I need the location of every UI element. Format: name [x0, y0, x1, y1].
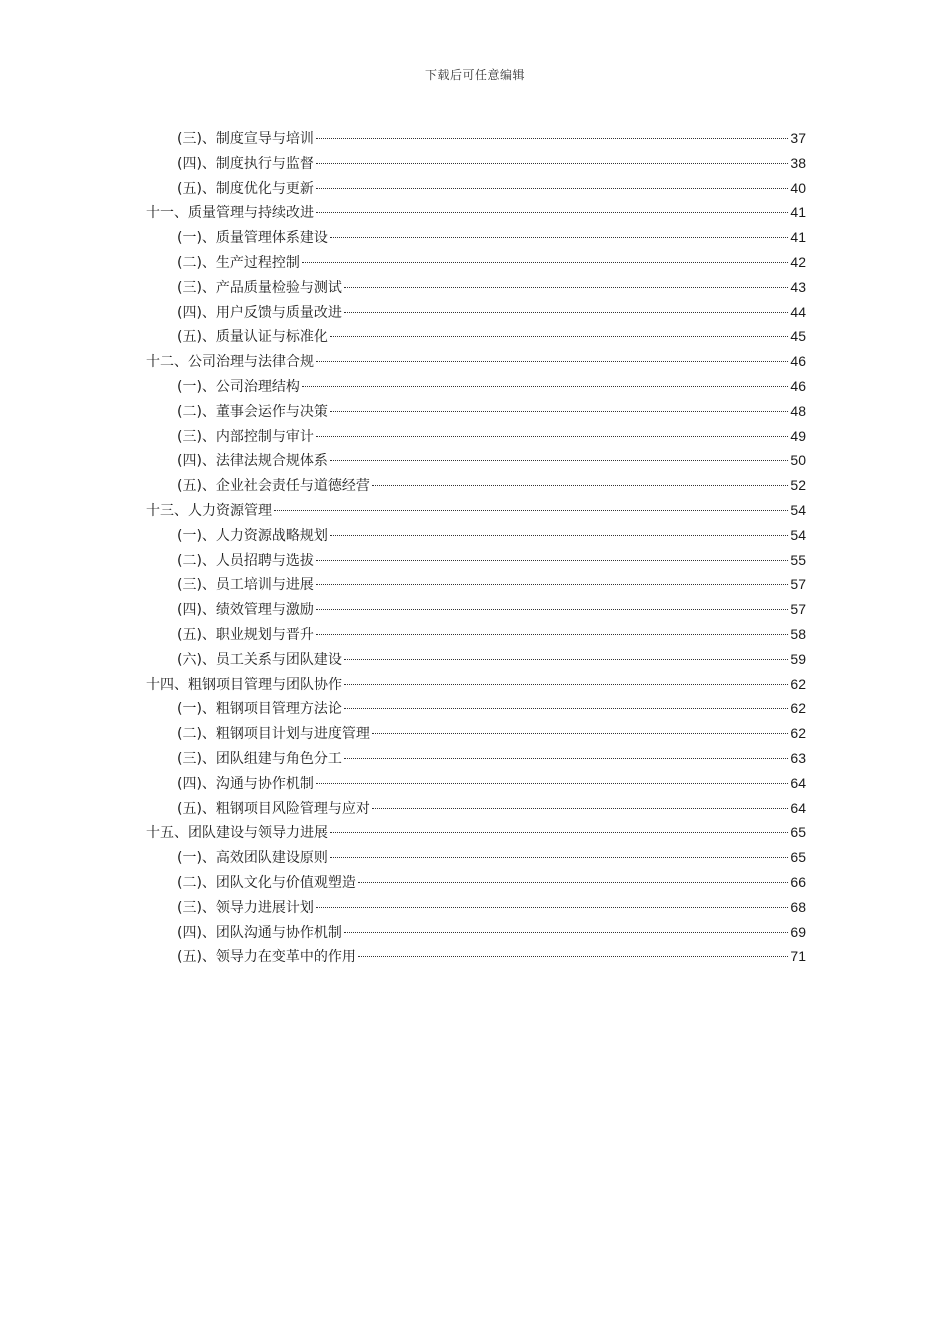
- toc-dot-leader: [330, 460, 788, 461]
- toc-entry-title: (一)、人力资源战略规划: [177, 527, 328, 544]
- toc-entry-page-number: 50: [790, 452, 806, 469]
- toc-entry-title: (五)、制度优化与更新: [177, 180, 314, 197]
- toc-entry-page-number: 57: [790, 601, 806, 618]
- toc-entry-title: (三)、产品质量检验与测试: [177, 279, 342, 296]
- toc-dot-leader: [316, 188, 788, 189]
- toc-dot-leader: [330, 535, 788, 536]
- toc-entry-title: (三)、领导力进展计划: [177, 899, 314, 916]
- toc-dot-leader: [316, 138, 788, 139]
- toc-entry-page-number: 55: [790, 551, 806, 568]
- page-header: 下载后可任意编辑: [424, 68, 525, 82]
- toc-entry-page-number: 65: [790, 849, 806, 866]
- toc-dot-leader: [330, 336, 788, 337]
- toc-entry-title: (五)、职业规划与晋升: [177, 626, 314, 643]
- toc-dot-leader: [330, 237, 788, 238]
- toc-entry-page-number: 45: [790, 328, 806, 345]
- toc-section-entry[interactable]: [146, 920, 806, 945]
- toc-section-entry[interactable]: [146, 870, 806, 895]
- toc-section-entry[interactable]: [146, 275, 806, 300]
- toc-dot-leader: [316, 584, 788, 585]
- toc-entry-title: (一)、粗钢项目管理方法论: [177, 701, 342, 718]
- toc-entry-title: (三)、团队组建与角色分工: [177, 750, 342, 767]
- toc-entry-page-number: 64: [790, 799, 806, 816]
- toc-entry-title: 十二、公司治理与法律合规: [146, 354, 314, 371]
- toc-section-entry[interactable]: [146, 523, 806, 548]
- toc-dot-leader: [316, 560, 788, 561]
- toc-dot-leader: [316, 907, 788, 908]
- toc-entry-page-number: 41: [790, 204, 806, 221]
- toc-entry-title: (一)、高效团队建设原则: [177, 850, 328, 867]
- toc-chapter-entry[interactable]: [146, 672, 806, 697]
- toc-dot-leader: [372, 808, 788, 809]
- toc-chapter-entry[interactable]: [146, 200, 806, 225]
- toc-section-entry[interactable]: [146, 250, 806, 275]
- toc-section-entry[interactable]: [146, 399, 806, 424]
- toc-dot-leader: [330, 832, 788, 833]
- toc-entry-page-number: 69: [790, 923, 806, 940]
- toc-entry-page-number: 52: [790, 477, 806, 494]
- toc-entry-title: (四)、制度执行与监督: [177, 155, 314, 172]
- toc-entry-title: (四)、绩效管理与激励: [177, 602, 314, 619]
- toc-section-entry[interactable]: [146, 796, 806, 821]
- toc-entry-title: 十一、质量管理与持续改进: [146, 205, 314, 222]
- toc-entry-page-number: 62: [790, 725, 806, 742]
- toc-section-entry[interactable]: [146, 473, 806, 498]
- toc-dot-leader: [274, 510, 788, 511]
- toc-entry-page-number: 71: [790, 948, 806, 965]
- toc-section-entry[interactable]: [146, 647, 806, 672]
- toc-section-entry[interactable]: [146, 944, 806, 969]
- toc-dot-leader: [316, 609, 788, 610]
- toc-entry-page-number: 68: [790, 898, 806, 915]
- toc-dot-leader: [344, 708, 788, 709]
- toc-entry-page-number: 40: [790, 179, 806, 196]
- toc-entry-page-number: 41: [790, 229, 806, 246]
- toc-entry-page-number: 46: [790, 377, 806, 394]
- toc-section-entry[interactable]: [146, 448, 806, 473]
- toc-entry-title: 十四、粗钢项目管理与团队协作: [146, 676, 342, 693]
- toc-entry-title: (二)、生产过程控制: [177, 254, 300, 271]
- toc-entry-title: (三)、制度宣导与培训: [177, 131, 314, 147]
- toc-entry-title: (六)、员工关系与团队建设: [177, 651, 342, 668]
- toc-dot-leader: [316, 212, 788, 213]
- toc-dot-leader: [330, 411, 788, 412]
- toc-section-entry[interactable]: [146, 126, 806, 151]
- toc-entry-page-number: 64: [790, 774, 806, 791]
- toc-entry-title: (五)、企业社会责任与道德经营: [177, 478, 370, 495]
- toc-entry-page-number: 46: [790, 353, 806, 370]
- toc-section-entry[interactable]: [146, 225, 806, 250]
- toc-section-entry[interactable]: [146, 771, 806, 796]
- toc-entry-title: (四)、沟通与协作机制: [177, 775, 314, 792]
- toc-entry-title: 十三、人力资源管理: [146, 502, 272, 519]
- toc-entry-title: (四)、法律法规合规体系: [177, 453, 328, 470]
- toc-section-entry[interactable]: [146, 895, 806, 920]
- toc-dot-leader: [344, 659, 788, 660]
- table-of-contents: [146, 126, 806, 969]
- toc-entry-page-number: 58: [790, 625, 806, 642]
- toc-dot-leader: [344, 684, 788, 685]
- toc-section-entry[interactable]: [146, 597, 806, 622]
- toc-section-entry[interactable]: [146, 622, 806, 647]
- toc-dot-leader: [302, 262, 788, 263]
- toc-entry-page-number: 49: [790, 427, 806, 444]
- toc-section-entry[interactable]: [146, 324, 806, 349]
- toc-entry-title: 十五、团队建设与领导力进展: [146, 825, 328, 842]
- toc-entry-title: (五)、质量认证与标准化: [177, 329, 328, 346]
- toc-dot-leader: [302, 386, 788, 387]
- toc-entry-page-number: 57: [790, 576, 806, 593]
- toc-entry-page-number: 63: [790, 749, 806, 766]
- toc-entry-page-number: 59: [790, 650, 806, 667]
- toc-entry-page-number: 48: [790, 402, 806, 419]
- toc-dot-leader: [316, 163, 788, 164]
- toc-entry-title: (四)、团队沟通与协作机制: [177, 924, 342, 941]
- toc-entry-title: (三)、内部控制与审计: [177, 428, 314, 445]
- toc-entry-title: (五)、领导力在变革中的作用: [177, 949, 356, 966]
- toc-entry-page-number: 42: [790, 253, 806, 270]
- toc-dot-leader: [344, 758, 788, 759]
- toc-entry-page-number: 38: [790, 154, 806, 171]
- toc-entry-page-number: 54: [790, 526, 806, 543]
- toc-chapter-entry[interactable]: [146, 820, 806, 845]
- toc-dot-leader: [330, 857, 788, 858]
- toc-entry-page-number: 62: [790, 700, 806, 717]
- toc-section-entry[interactable]: [146, 721, 806, 746]
- toc-entry-title: (二)、粗钢项目计划与进度管理: [177, 726, 370, 743]
- toc-section-entry[interactable]: [146, 746, 806, 771]
- toc-section-entry[interactable]: [146, 424, 806, 449]
- toc-entry-page-number: 66: [790, 873, 806, 890]
- toc-dot-leader: [358, 882, 788, 883]
- toc-entry-page-number: 43: [790, 278, 806, 295]
- toc-dot-leader: [372, 485, 788, 486]
- toc-dot-leader: [316, 634, 788, 635]
- toc-entry-page-number: 65: [790, 824, 806, 841]
- toc-section-entry[interactable]: [146, 374, 806, 399]
- toc-entry-page-number: 37: [790, 130, 806, 146]
- toc-dot-leader: [344, 287, 788, 288]
- toc-dot-leader: [372, 733, 788, 734]
- toc-entry-page-number: 44: [790, 303, 806, 320]
- toc-entry-title: (二)、董事会运作与决策: [177, 403, 328, 420]
- toc-entry-title: (三)、员工培训与进展: [177, 577, 314, 594]
- toc-entry-title: (一)、公司治理结构: [177, 378, 300, 395]
- toc-entry-title: (四)、用户反馈与质量改进: [177, 304, 342, 321]
- toc-chapter-entry[interactable]: [146, 498, 806, 523]
- toc-section-entry[interactable]: [146, 176, 806, 201]
- toc-entry-title: (一)、质量管理体系建设: [177, 230, 328, 247]
- toc-section-entry[interactable]: [146, 300, 806, 325]
- toc-chapter-entry[interactable]: [146, 349, 806, 374]
- toc-entry-title: (二)、团队文化与价值观塑造: [177, 874, 356, 891]
- toc-dot-leader: [344, 932, 788, 933]
- toc-dot-leader: [358, 956, 788, 957]
- toc-dot-leader: [344, 312, 788, 313]
- toc-section-entry[interactable]: [146, 548, 806, 573]
- toc-dot-leader: [316, 783, 788, 784]
- toc-dot-leader: [316, 436, 788, 437]
- toc-entry-title: (二)、人员招聘与选拔: [177, 552, 314, 569]
- toc-dot-leader: [316, 361, 788, 362]
- toc-entry-page-number: 54: [790, 501, 806, 518]
- toc-entry-page-number: 62: [790, 675, 806, 692]
- toc-section-entry[interactable]: [146, 696, 806, 721]
- toc-section-entry[interactable]: [146, 572, 806, 597]
- toc-section-entry[interactable]: [146, 151, 806, 176]
- toc-section-entry[interactable]: [146, 845, 806, 870]
- toc-entry-title: (五)、粗钢项目风险管理与应对: [177, 800, 370, 817]
